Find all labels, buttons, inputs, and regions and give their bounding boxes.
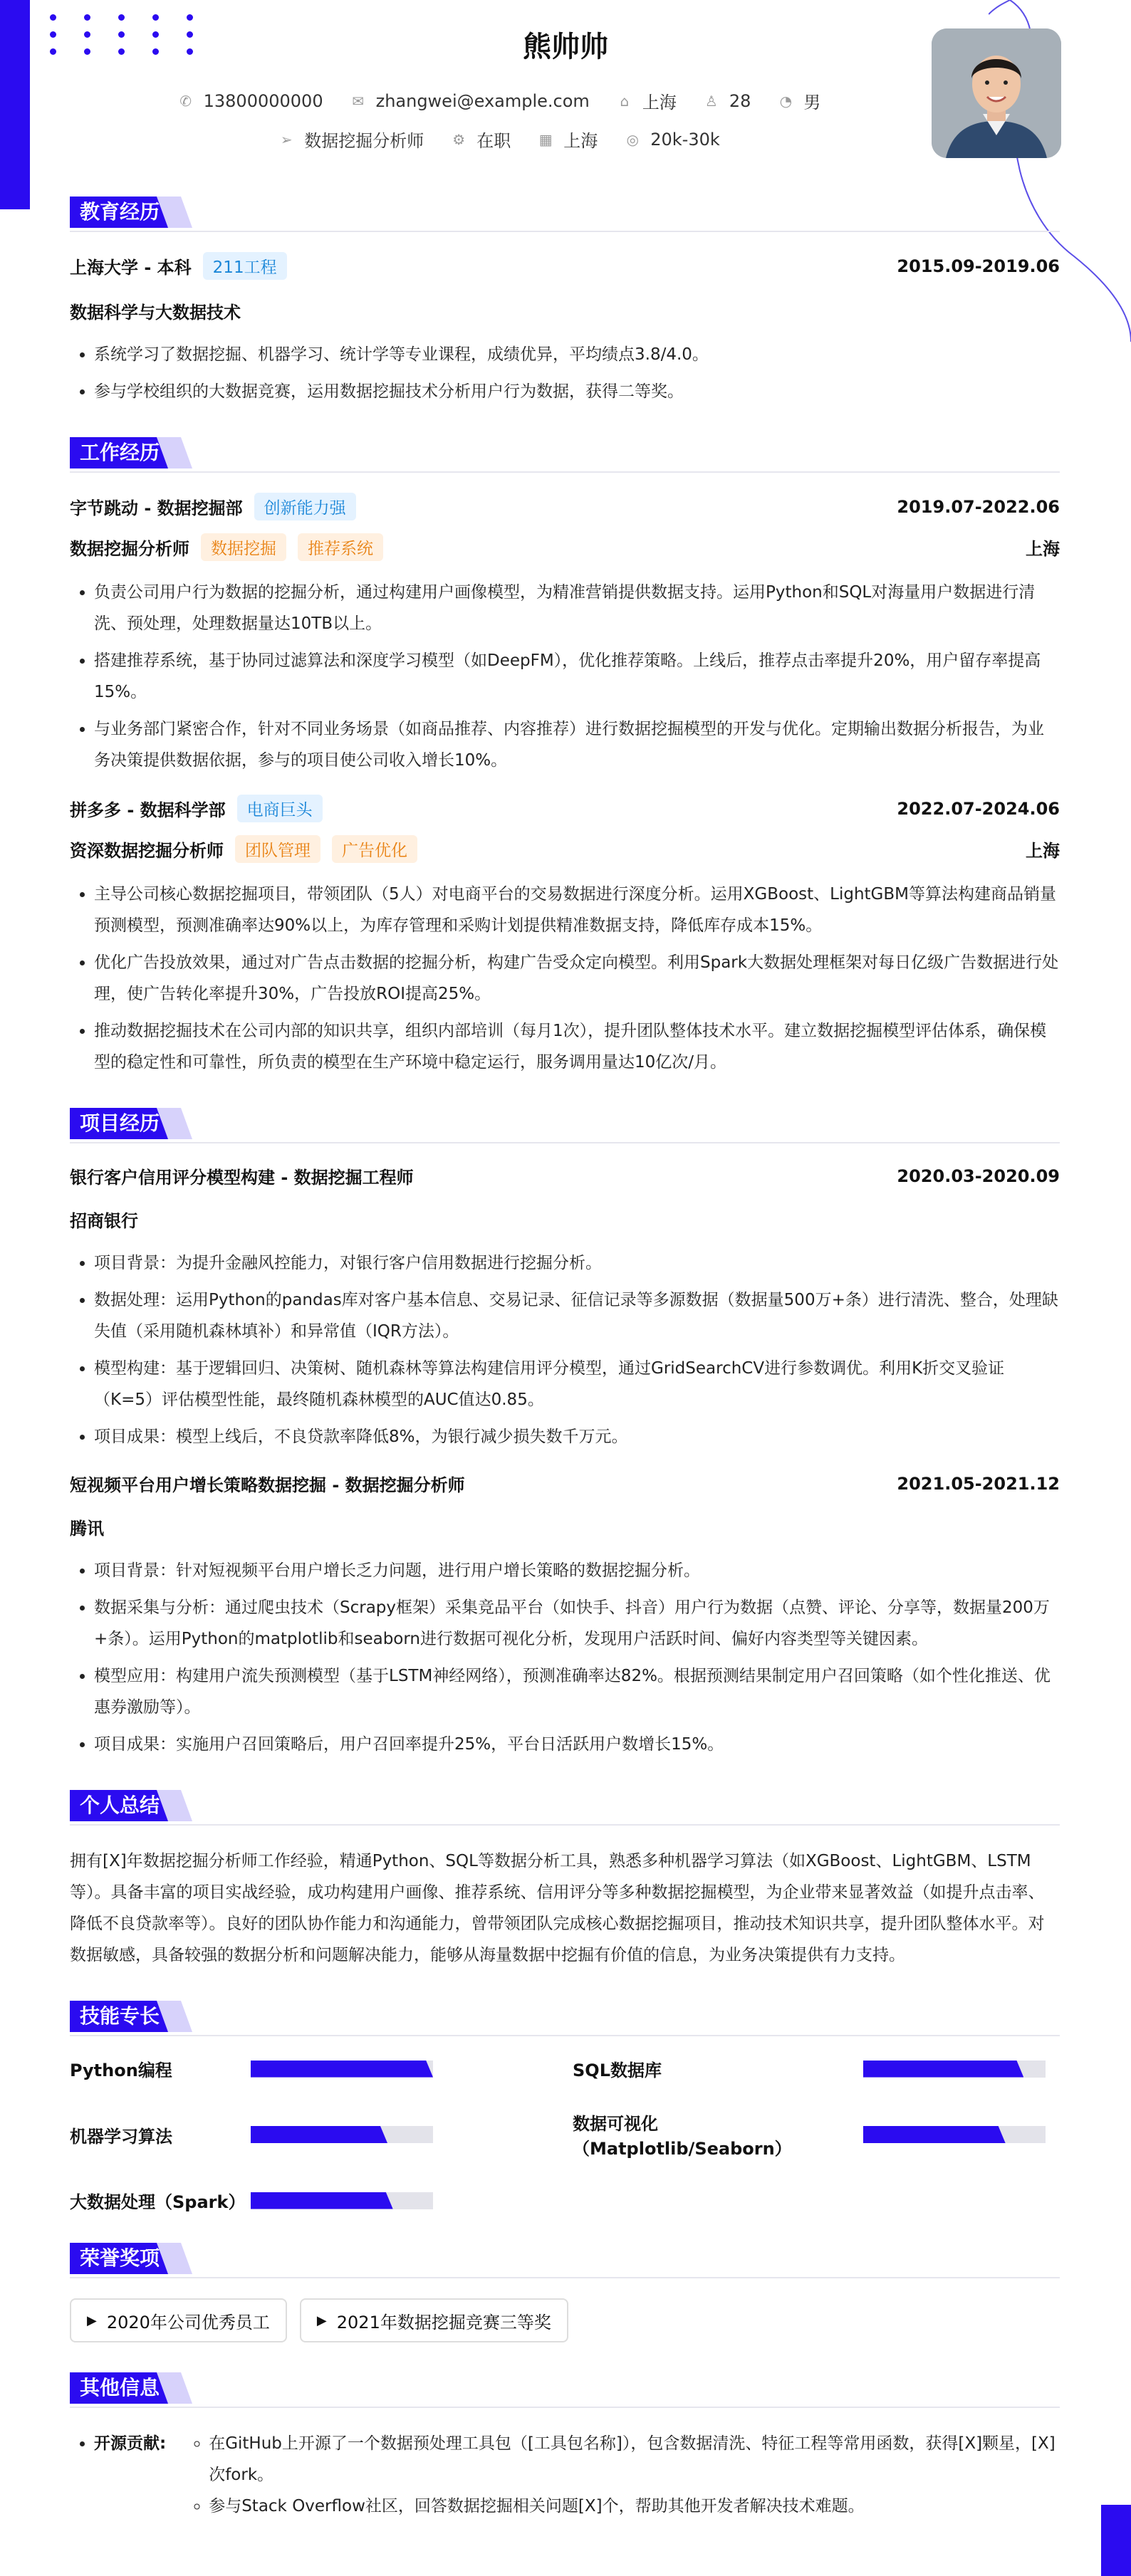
project-bullets	[70, 1555, 1060, 1760]
company-name: 拼多多 - 数据科学部	[70, 800, 226, 820]
list-item: • 与业务部门紧密合作，针对不同业务场景（如商品推荐、内容推荐）进行数据挖掘模型的开发与优化。定期输出数据分析报告，为业务决策提供数据依据，参与的项目使公司收入增长10%。	[94, 713, 1060, 776]
skill-bar-fill	[863, 2126, 1006, 2143]
education-date: 2015.09-2019.06	[897, 256, 1060, 276]
section-title: 个人总结	[70, 1790, 172, 1821]
skill-item	[573, 2056, 1060, 2081]
other-header	[70, 2372, 1060, 2408]
work-header	[70, 437, 1060, 473]
contact-row	[0, 88, 997, 113]
list-item: • 优化广告投放效果，通过对广告点击数据的挖掘分析，构建广告受众定向模型。利用Spark大数据处理框架对每日亿级广告数据进行处理，使广告转化率提升30%，广告投放ROI提高25%。	[94, 947, 1060, 1010]
education-bullets	[70, 339, 1060, 407]
skill-bar	[863, 2061, 1046, 2078]
section-title: 其他信息	[70, 2372, 172, 2404]
age-item	[702, 91, 751, 111]
email-item	[349, 91, 590, 111]
avatar	[932, 28, 1061, 158]
work-bullets	[70, 879, 1060, 1078]
list-item: • 数据采集与分析：通过爬虫技术（Scrapy框架）采集竞品平台（如快手、抖音）用户行为数据（点赞、评论、分享等，数据量200万+条）。运用Python的matplotlib和seaborn进行数据可视化分析，发现用户活跃时间、偏好内容类型等关键因素。	[94, 1592, 1060, 1655]
award-label: 2021年数据挖掘竞赛三等奖	[336, 2312, 551, 2332]
awards-list	[70, 2298, 1060, 2342]
list-item: • 模型应用：构建用户流失预测模型（基于LSTM神经网络），预测准确率达82%。根据预测结果制定用户召回策略（如个性化推送、优惠券激励等）。	[94, 1660, 1060, 1723]
work-city: 上海	[1026, 539, 1060, 559]
work-entry	[70, 493, 1060, 776]
work-section	[70, 437, 1060, 1078]
project-org: 腾讯	[70, 1519, 104, 1539]
project-entry	[70, 1471, 1060, 1760]
list-item: • 推动数据挖掘技术在公司内部的知识共享，组织内部培训（每月1次），提升团队整体技术水平。建立数据挖掘模型评估体系，确保模型的稳定性和可靠性，所负责的模型在生产环境中稳定运行，服务调用量达10亿次/月。	[94, 1015, 1060, 1078]
skill-item	[70, 2188, 573, 2213]
projects-section	[70, 1108, 1060, 1760]
skill-label: Python编程	[70, 2061, 172, 2080]
gender-text: 男	[803, 93, 821, 112]
project-date: 2020.03-2020.09	[897, 1166, 1060, 1186]
gender-item	[776, 88, 820, 113]
work-city: 上海	[1026, 841, 1060, 861]
status-text: 在职	[476, 131, 511, 151]
role-tag: 团队管理	[235, 835, 320, 863]
list-item: • 负责公司用户行为数据的挖掘分析，通过构建用户画像模型，为精准营销提供数据支持。运用Python和SQL对海量用户数据进行清洗、预处理，处理数据量达10TB以上。	[94, 577, 1060, 639]
school-tag: 211工程	[203, 252, 287, 280]
award-label: 2020年公司优秀员工	[106, 2312, 270, 2332]
summary-section	[70, 1790, 1060, 1971]
play-icon: ▶	[87, 2313, 97, 2328]
project-date: 2021.05-2021.12	[897, 1473, 1060, 1494]
awards-header	[70, 2243, 1060, 2278]
skill-label: SQL数据库	[573, 2061, 662, 2080]
skill-bar-fill	[251, 2192, 393, 2209]
location-item	[615, 88, 677, 113]
salary-text: 20k-30k	[650, 129, 720, 150]
age-text: 28	[729, 90, 751, 111]
award-badge	[300, 2298, 568, 2342]
work-date: 2019.07-2022.06	[897, 496, 1060, 517]
skills-header	[70, 2001, 1060, 2036]
job-item	[277, 127, 424, 152]
list-item: • 主导公司核心数据挖掘项目，带领团队（5人）对电商平台的交易数据进行深度分析。运用XGBoost、LightGBM等算法构建商品销量预测模型，预测准确率达90%以上，为库存管理和采购计划提供精准数据支持，降低库存成本15%。	[94, 879, 1060, 941]
awards-section	[70, 2243, 1060, 2342]
target-city-text: 上海	[563, 131, 598, 151]
list-item: • 参与学校组织的大数据竞赛，运用数据挖掘技术分析用户行为数据，获得二等奖。	[94, 376, 1060, 407]
summary-header	[70, 1790, 1060, 1826]
work-entry	[70, 795, 1060, 1078]
list-item: ◦ 在GitHub上开源了一个数据预处理工具包（[工具包名称]），包含数据清洗、特征工程等常用函数，获得[X]颗星，[X]次fork。	[209, 2428, 1060, 2491]
skill-label: 机器学习算法	[70, 2126, 172, 2147]
work-date: 2022.07-2024.06	[897, 798, 1060, 819]
phone-item	[177, 91, 323, 111]
skill-item	[70, 2110, 573, 2159]
list-item: • 项目成果：模型上线后，不良贷款率降低8%，为银行减少损失数千万元。	[94, 1421, 1060, 1452]
resume-content	[70, 197, 1060, 2552]
other-section	[70, 2372, 1060, 2522]
email-text: zhangwei@example.com	[375, 90, 590, 111]
list-item: • 系统学习了数据挖掘、机器学习、统计学等专业课程，成绩优异，平均绩点3.8/4.0。	[94, 339, 1060, 370]
salary-item	[623, 130, 720, 150]
skill-bar	[251, 2061, 433, 2078]
job-row	[0, 127, 997, 152]
role-tag: 广告优化	[332, 835, 417, 863]
skill-bar-fill	[251, 2126, 387, 2143]
company-name: 字节跳动 - 数据挖掘部	[70, 498, 243, 518]
section-title: 工作经历	[70, 437, 172, 468]
building-icon: ▦	[538, 130, 553, 148]
gender-icon: ◔	[779, 92, 793, 110]
company-tag: 创新能力强	[254, 493, 356, 520]
section-title: 荣誉奖项	[70, 2243, 172, 2274]
other-info	[70, 2428, 1060, 2522]
skill-bar-fill	[863, 2061, 1023, 2078]
list-item: • 项目背景：为提升金融风控能力，对银行客户信用数据进行挖掘分析。	[94, 1247, 1060, 1279]
project-title: 短视频平台用户增长策略数据挖掘 - 数据挖掘分析师	[70, 1475, 465, 1495]
open-source-label: • 开源贡献:	[94, 2434, 167, 2453]
phone-text: 13800000000	[203, 90, 323, 111]
list-item: • 数据处理：运用Python的pandas库对客户基本信息、交易记录、征信记录等多源数据（数据量500万+条）进行清洗、整合，处理缺失值（采用随机森林填补）和异常值（IQR方法）。	[94, 1284, 1060, 1347]
summary-text: 拥有[X]年数据挖掘分析师工作经验，精通Python、SQL等数据分析工具，熟悉多种机器学习算法（如XGBoost、LightGBM、LSTM等）。具备丰富的项目实战经验，成功构建用户画像、推荐系统、信用评分等多种数据挖掘模型，为企业带来显著效益（如提升点击率、降低不良贷款率等）。良好的团队协作能力和沟通能力，曾带领团队完成核心数据挖掘项目，推动技术知识共享，提升团队整体水平。对数据敏感，具备较强的数据分析和问题解决能力，能够从海量数据中挖掘有价值的信息，为业务决策提供有力支持。	[70, 1852, 1045, 1964]
skill-bar	[863, 2126, 1046, 2143]
projects-header	[70, 1108, 1060, 1143]
section-title: 项目经历	[70, 1108, 172, 1139]
gear-icon: ⚙	[452, 130, 466, 148]
skill-label: 数据可视化（Matplotlib/Seaborn）	[573, 2114, 792, 2159]
phone-icon: ✆	[179, 92, 192, 110]
work-bullets	[70, 577, 1060, 776]
list-item: ◦ 参与Stack Overflow社区，回答数据挖掘相关问题[X]个，帮助其他开发者解决技术难题。	[209, 2491, 1060, 2522]
list-item: • 项目背景：针对短视频平台用户增长乏力问题，进行用户增长策略的数据挖掘分析。	[94, 1555, 1060, 1586]
role-name: 资深数据挖掘分析师	[70, 841, 224, 861]
role-tag: 数据挖掘	[201, 533, 286, 561]
role-name: 数据挖掘分析师	[70, 539, 189, 559]
list-item: • 模型构建：基于逻辑回归、决策树、随机森林等算法构建信用评分模型，通过GridSearchCV进行参数调优。利用K折交叉验证（K=5）评估模型性能，最终随机森林模型的AUC值达0.85。	[94, 1353, 1060, 1415]
education-section	[70, 197, 1060, 407]
section-title: 教育经历	[70, 197, 172, 228]
target-city-item	[536, 127, 598, 152]
location-text: 上海	[642, 93, 677, 112]
role-tag: 推荐系统	[298, 533, 383, 561]
skill-bar	[251, 2192, 433, 2209]
school-name: 上海大学 - 本科	[70, 258, 192, 278]
award-badge	[70, 2298, 287, 2342]
job-text: 数据挖掘分析师	[304, 131, 424, 151]
resume-header	[0, 0, 1131, 171]
project-bullets	[70, 1247, 1060, 1452]
mail-icon: ✉	[352, 92, 364, 110]
list-item: • 搭建推荐系统，基于协同过滤算法和深度学习模型（如DeepFM），优化推荐策略。上线后，推荐点击率提升20%，用户留存率提高15%。	[94, 645, 1060, 708]
major-name: 数据科学与大数据技术	[70, 303, 241, 323]
skills-grid	[70, 2056, 1060, 2213]
skill-item	[70, 2056, 573, 2081]
skill-item	[573, 2110, 1060, 2159]
project-org: 招商银行	[70, 1211, 138, 1231]
company-tag: 电商巨头	[237, 795, 323, 822]
education-entry	[70, 252, 1060, 407]
play-icon: ▶	[316, 2313, 327, 2328]
skill-bar	[251, 2126, 433, 2143]
send-icon: ➢	[280, 130, 293, 148]
money-icon: ◎	[626, 130, 639, 148]
project-entry	[70, 1163, 1060, 1452]
right-accent-bar	[1101, 2505, 1131, 2576]
skills-section	[70, 2001, 1060, 2213]
list-item: • 项目成果：实施用户召回策略后，用户召回率提升25%，平台日活跃用户数增长15%。	[94, 1729, 1060, 1760]
skill-label: 大数据处理（Spark）	[70, 2192, 246, 2212]
education-header	[70, 197, 1060, 232]
age-icon: ♙	[704, 92, 718, 110]
status-item	[449, 127, 511, 152]
skill-bar-fill	[251, 2061, 433, 2078]
project-title: 银行客户信用评分模型构建 - 数据挖掘工程师	[70, 1168, 414, 1188]
home-icon: ⌂	[620, 92, 630, 110]
section-title: 技能专长	[70, 2001, 172, 2032]
candidate-name: 熊帅帅	[523, 31, 608, 63]
